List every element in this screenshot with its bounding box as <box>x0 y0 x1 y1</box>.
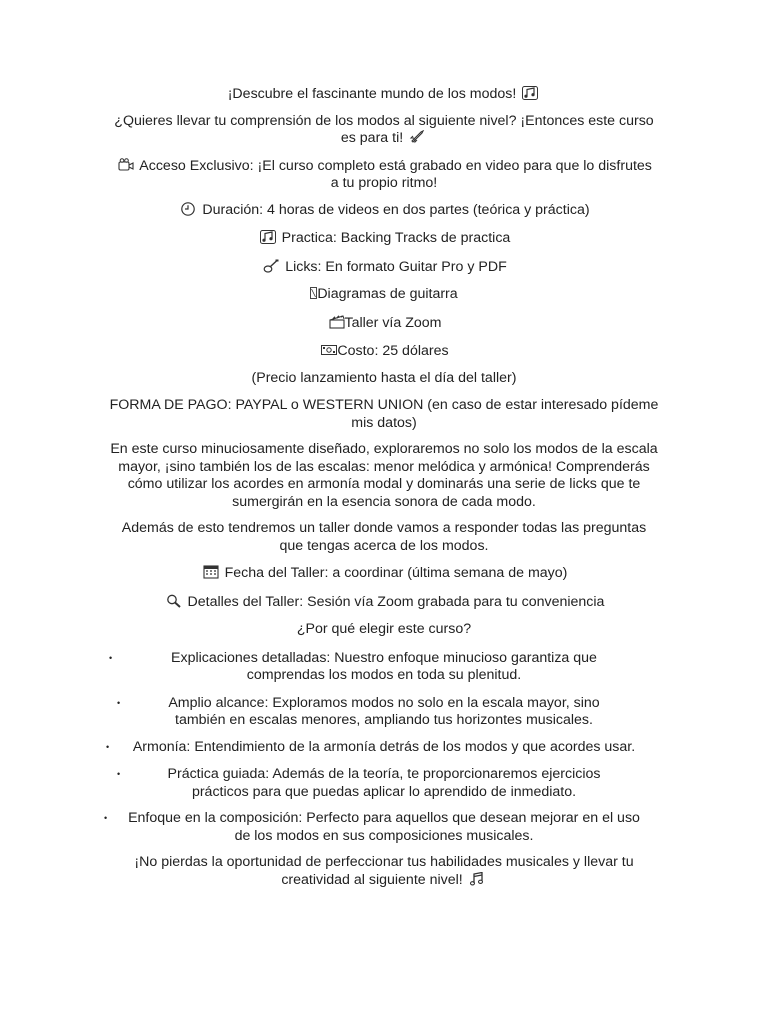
list-item-text: Armonía: Entendimiento de la armonía detrás de los modos y que acordes usar. <box>132 738 636 755</box>
musical-notes-icon <box>522 86 538 100</box>
bullet-dot: • <box>104 813 108 823</box>
payment-text: FORMA DE PAGO: PAYPAL o WESTERN UNION (en caso de estar interesado pídeme mis datos) <box>109 397 659 431</box>
workshop-line <box>114 315 654 333</box>
magnifier-icon <box>166 594 182 608</box>
list-item-text: Amplio alcance: Exploramos modos no solo en la escala mayor, sino también en escalas menores, ampliando tus horizontes musicales. <box>168 694 600 728</box>
list-item-text: Explicaciones detalladas: Nuestro enfoque minucioso garantiza que comprendas los modos en toda su plenitud. <box>171 649 597 683</box>
intro-title: ¡Descubre el fascinante mundo de los modos! <box>227 86 517 102</box>
description-text: En este curso minuciosamente diseñado, exploraremos no solo los modos de la escala mayor, ¡sino también los de las escalas: menor melódica y armónica! Comprenderás cómo utilizar los acordes en armonía modal y dominarás una serie de licks que te sumergirán en la esencia sonora de cada modo. <box>110 441 658 510</box>
launch-price-line <box>114 370 654 388</box>
workshop-text: Taller vía Zoom <box>344 314 442 331</box>
access-text: Acceso Exclusivo: ¡El curso completo está grabado en video para que lo disfrutes a tu propio ritmo! <box>139 157 652 191</box>
clapperboard-icon <box>329 315 345 329</box>
duration-line <box>114 202 654 220</box>
bullet-dot: • <box>117 697 121 708</box>
why-title-line <box>114 621 654 639</box>
money-icon <box>321 343 337 357</box>
list-item <box>109 649 619 685</box>
duration-text: Duración: 4 horas de videos en dos partes (teórica y práctica) <box>202 201 590 218</box>
list-item <box>104 810 644 845</box>
bullet-dot: • <box>117 769 121 779</box>
closing-line <box>114 854 654 889</box>
payment-line <box>104 397 664 432</box>
cost-text: Costo: 25 dólares <box>337 343 449 359</box>
musical-note-icon <box>469 872 485 886</box>
musical-notes-icon <box>260 230 276 244</box>
workshop-details-line <box>114 594 654 612</box>
extra-paragraph <box>114 520 654 555</box>
intro-question-line <box>114 113 654 148</box>
video-camera-icon <box>118 158 134 172</box>
launch-price-text: (Precio lanzamiento hasta el día del taller) <box>251 369 517 386</box>
diagrams-text: Diagramas de guitarra <box>317 286 458 302</box>
description-paragraph <box>104 441 664 511</box>
bullet-dot: • <box>109 652 113 663</box>
access-line <box>114 158 654 193</box>
list-item-text: Enfoque en la composición: Perfecto para aquellos que desean mejorar en el uso de los modos en sus composiciones musicales. <box>128 810 640 844</box>
intro-question: ¿Quieres llevar tu comprensión de los modos al siguiente nivel? ¡Entonces este curso es para ti! <box>114 112 654 146</box>
list-item <box>106 738 644 757</box>
bullet-dot: • <box>106 741 110 752</box>
licks-line <box>114 259 654 277</box>
practice-line <box>114 230 654 248</box>
workshop-details-text: Detalles del Taller: Sesión vía Zoom grabada para tu conveniencia <box>187 593 605 610</box>
calendar-icon <box>203 565 219 579</box>
clock-icon <box>180 202 196 216</box>
diagrams-line <box>114 286 654 304</box>
list-item <box>117 694 619 730</box>
workshop-date-line <box>114 565 654 583</box>
intro-title-line <box>114 86 654 104</box>
practice-text: Practica: Backing Tracks de practica <box>281 230 511 246</box>
extra-text: Además de esto tendremos un taller donde vamos a responder todas las preguntas que tengas acerca de los modos. <box>121 520 647 554</box>
licks-text: Licks: En formato Guitar Pro y PDF <box>285 258 507 275</box>
list-item-text: Práctica guiada: Además de la teoría, te proporcionaremos ejercicios prácticos para que puedas aplicar lo aprendido de inmediato. <box>167 766 601 800</box>
guitar-icon <box>263 259 279 273</box>
workshop-date-text: Fecha del Taller: a coordinar (última semana de mayo) <box>224 565 568 581</box>
cost-line <box>114 343 654 361</box>
list-item <box>117 766 619 801</box>
closing-text: ¡No pierdas la oportunidad de perfeccionar tus habilidades musicales y llevar tu creatividad al siguiente nivel! <box>134 854 634 888</box>
rocket-icon <box>409 130 425 144</box>
document-page <box>0 86 768 899</box>
why-title: ¿Por qué elegir este curso? <box>296 621 472 637</box>
